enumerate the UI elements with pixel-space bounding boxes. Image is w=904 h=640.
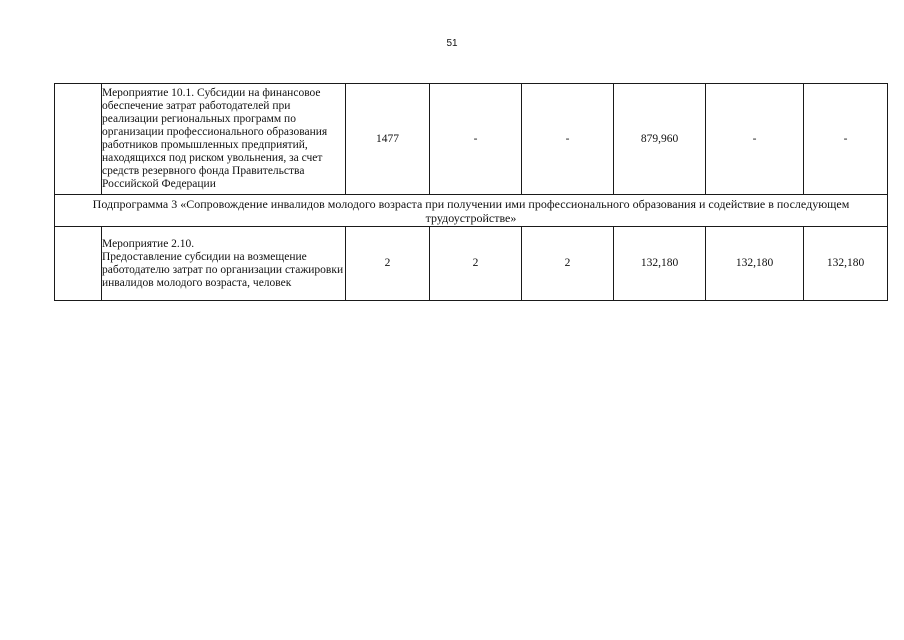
value-cell — [522, 84, 614, 195]
page-number: 51 — [446, 38, 458, 49]
activity-name-cell — [102, 227, 346, 301]
value: - — [473, 132, 478, 145]
value: 1477 — [376, 132, 399, 145]
activity-name: Мероприятие 10.1. Субсидии на финансовое обеспечение затрат работодателей при реализации региональных программ по организации профессионального образования работников промышленных предприятий, находящихся под риском увольнения, за счет средств резервного фонда Правительства Российской Федерации — [102, 87, 328, 190]
value-cell — [522, 227, 614, 301]
value: 2 — [472, 257, 479, 269]
value-cell — [804, 227, 888, 301]
value-cell — [614, 227, 706, 301]
value: - — [843, 132, 848, 145]
value: 132,180 — [735, 257, 774, 269]
value: - — [752, 132, 757, 145]
value: 2 — [384, 257, 391, 269]
activity-title: Мероприятие 2.10. — [102, 237, 195, 250]
value-cell — [430, 84, 522, 195]
value: 2 — [564, 257, 571, 269]
subprogram-title: Подпрограмма 3 «Сопровождение инвалидов молодого возраста при получении ими профессионального образования и содействие в последующем трудоустройстве» — [55, 195, 888, 227]
value-cell — [430, 227, 522, 301]
activity-name-cell — [102, 84, 346, 195]
value-cell — [346, 84, 430, 195]
data-table — [54, 83, 888, 301]
value-cell — [706, 84, 804, 195]
value: 132,180 — [826, 257, 865, 269]
subprogram-row — [55, 195, 888, 227]
row-number-cell — [55, 227, 102, 301]
activity-name: Предоставление субсидии на возмещение работодателю затрат по организации стажировки инвалидов молодого возраста, человек — [102, 250, 344, 289]
value-cell — [706, 227, 804, 301]
value: - — [565, 132, 570, 145]
value: 879,960 — [640, 132, 679, 145]
table-row — [55, 227, 888, 301]
table-row — [55, 84, 888, 195]
value-cell — [804, 84, 888, 195]
value: 132,180 — [640, 257, 679, 269]
value-cell — [614, 84, 706, 195]
row-number-cell — [55, 84, 102, 195]
value-cell — [346, 227, 430, 301]
